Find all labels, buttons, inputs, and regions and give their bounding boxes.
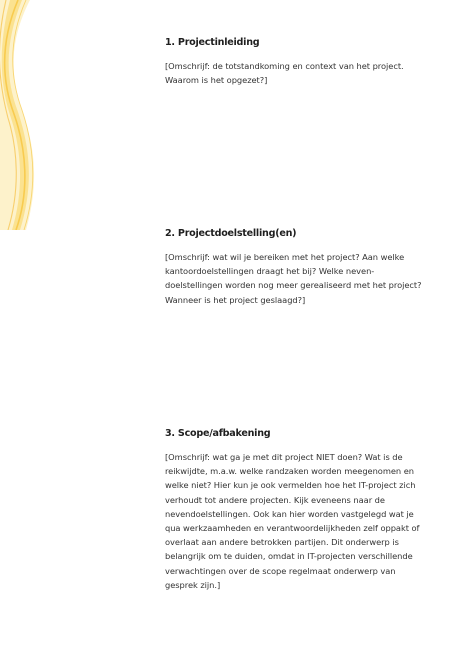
body-line: gesprek zijn.]	[165, 579, 221, 590]
section-projectdoelstellingen	[165, 227, 440, 307]
section-heading: 3. Scope/afbakening	[165, 428, 271, 439]
body-line: qua werkzaamheden en verantwoordelijkheden zelf oppakt of	[165, 523, 420, 534]
section-body	[165, 250, 440, 307]
body-line: verwachtingen over de scope regelmaat onderwerp van	[165, 565, 396, 576]
section-body	[165, 450, 440, 592]
section-scope-afbakening	[165, 427, 440, 592]
body-line: belangrijk om te duiden, omdat in IT-projecten verschillende	[165, 551, 413, 562]
body-line: overlaat aan andere betrokken partijen. Dit onderwerp is	[165, 537, 399, 548]
body-line: nevendoelstellingen. Ook kan hier worden vastgelegd wat je	[165, 508, 414, 519]
body-line: Wanneer is het project geslaagd?]	[165, 294, 306, 305]
body-line: [Omschrijf: wat wil je bereiken met het project? Aan welke	[165, 252, 405, 262]
decorative-swoosh	[0, 0, 60, 230]
section-heading: 1. Projectinleiding	[165, 37, 260, 48]
body-line: [Omschrijf: wat ga je met dit project NIET doen? Wat is de	[165, 452, 403, 462]
body-line: verhoudt tot andere projecten. Kijk eveneens naar de	[165, 494, 385, 505]
section-projectinleiding	[165, 36, 440, 87]
body-line: kantoordoelstellingen draagt het bij? Welke neven-	[165, 266, 375, 277]
body-line: [Omschrijf: de totstandkoming en context van het project.	[165, 61, 404, 71]
body-line: reikwijdte, m.a.w. welke randzaken worden meegenomen en	[165, 466, 414, 477]
section-heading: 2. Projectdoelstelling(en)	[165, 228, 297, 239]
body-line: Waarom is het opgezet?]	[165, 75, 268, 86]
section-body	[165, 59, 440, 87]
body-line: welke niet? Hier kun je ook vermelden hoe het IT-project zich	[165, 480, 416, 491]
body-line: doelstellingen worden nog meer gerealiseerd met het project?	[165, 280, 422, 291]
